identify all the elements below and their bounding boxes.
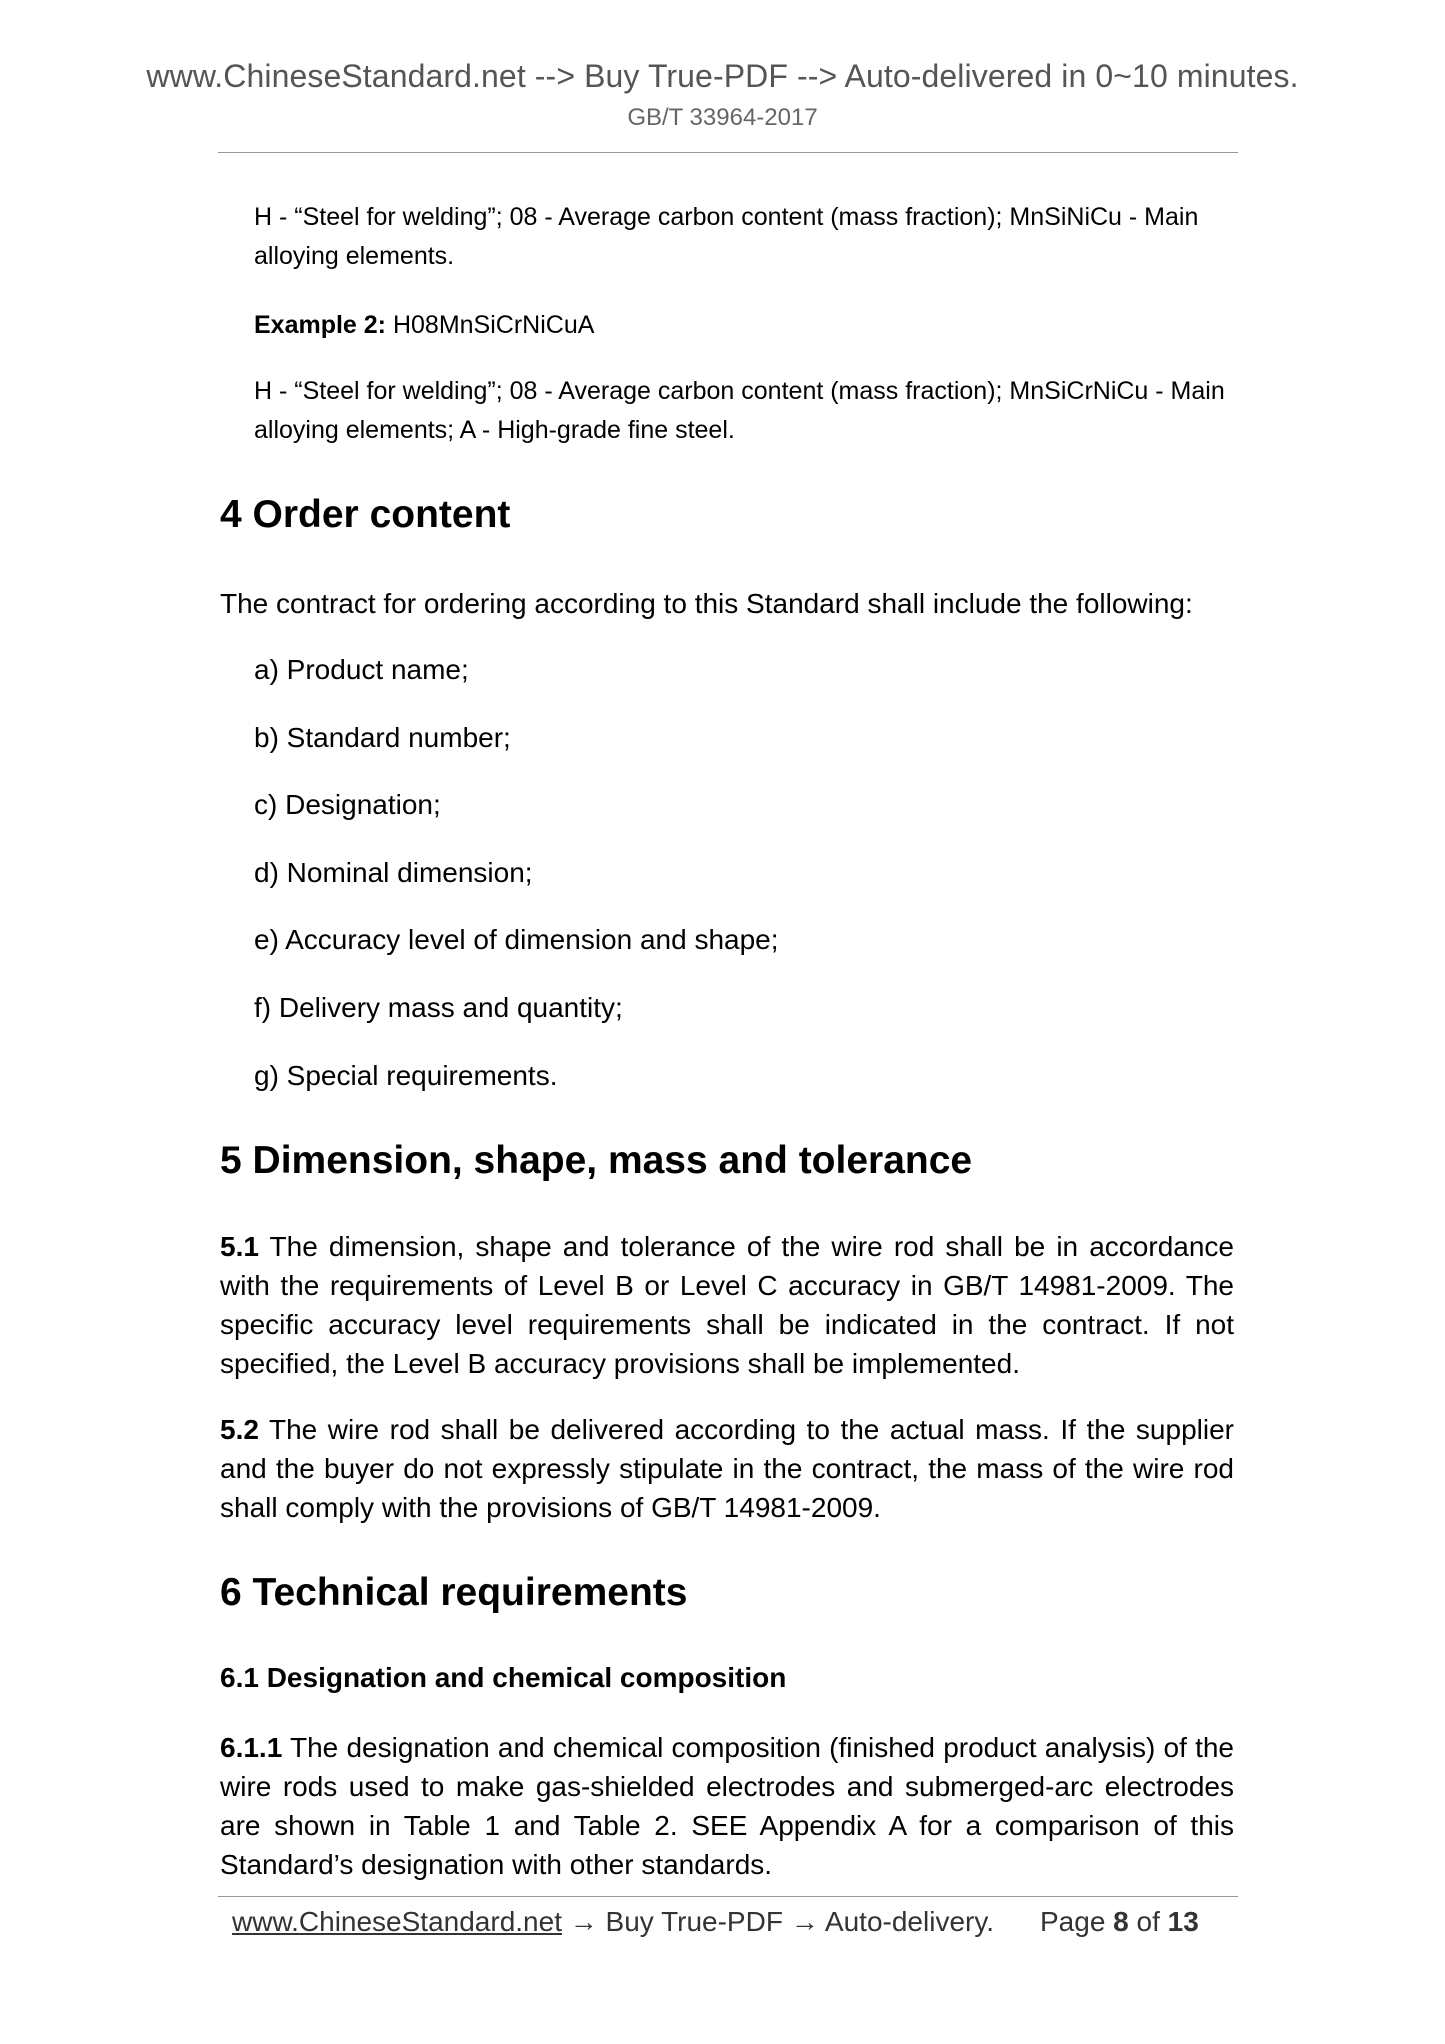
page-label: Page <box>1040 1906 1114 1937</box>
section6-1-heading: 6.1 Designation and chemical composition <box>220 1662 787 1693</box>
order-list-item: e) Accuracy level of dimension and shape; <box>254 924 779 955</box>
example2-label: Example 2: <box>254 311 387 339</box>
order-list-item: f) Delivery mass and quantity; <box>254 992 623 1023</box>
order-list-item: c) Designation; <box>254 789 441 820</box>
footer-left-text: → Buy True-PDF → Auto-delivery. <box>561 1906 995 1937</box>
section4-heading: 4 Order content <box>220 493 511 536</box>
header-divider <box>218 152 1238 153</box>
section6-1-1-paragraph <box>220 1728 1234 1884</box>
section6-heading: 6 Technical requirements <box>220 1571 688 1614</box>
footer-divider <box>218 1896 1238 1897</box>
clause-number: 5.2 <box>220 1414 259 1445</box>
page-number: 8 <box>1113 1906 1129 1937</box>
page-indicator <box>1040 1904 1199 1940</box>
example2-description <box>254 372 1234 450</box>
clause-text: The dimension, shape and tolerance of the wire rod shall be in accordance with the requirements of Level B or Level C accuracy in GB/T 14981-2009. The specific accuracy level requirements shall be indicated in the contract. If not specified, the Level B accuracy provisions shall be implemented. <box>220 1231 1234 1379</box>
order-list-item: d) Nominal dimension; <box>254 857 533 888</box>
document-code: GB/T 33964-2017 <box>627 104 818 131</box>
clause-number: 5.1 <box>220 1231 259 1262</box>
clause-text: The wire rod shall be delivered according to the actual mass. If the supplier and the buyer do not expressly stipulate in the contract, the mass of the wire rod shall comply with the provisions of GB/T 14981-2009. <box>220 1414 1234 1523</box>
header-banner: www.ChineseStandard.net --> Buy True-PDF --> Auto-delivered in 0~10 minutes. <box>146 58 1299 94</box>
example2-value: H08MnSiCrNiCuA <box>386 311 595 339</box>
clause-text: The designation and chemical composition (finished product analysis) of the wire rods used to make gas-shielded electrodes and submerged-arc electrodes are shown in Table 1 and Table 2. SEE Appendix A for a comparison of this Standard’s designation with other standards. <box>220 1732 1234 1880</box>
example2-description-line1: H - “Steel for welding”; 08 - Average carbon content (mass fraction); MnSiCrNiCu - Main <box>254 377 1225 405</box>
order-list-item: g) Special requirements. <box>254 1060 558 1091</box>
section5-paragraph1 <box>220 1227 1234 1383</box>
page-total: 13 <box>1167 1906 1199 1937</box>
order-list-item: b) Standard number; <box>254 722 511 753</box>
footer-left <box>232 1904 994 1940</box>
example1-description <box>254 198 1234 276</box>
clause-number: 6.1.1 <box>220 1732 283 1763</box>
example1-description-line2: alloying elements. <box>254 242 455 270</box>
order-list-item: a) Product name; <box>254 654 469 685</box>
section5-heading: 5 Dimension, shape, mass and tolerance <box>220 1139 973 1182</box>
section5-paragraph2 <box>220 1410 1234 1527</box>
example2-description-line2: alloying elements; A - High-grade fine steel. <box>254 416 735 444</box>
example1-description-line1: H - “Steel for welding”; 08 - Average carbon content (mass fraction); MnSiNiCu - Main <box>254 203 1199 231</box>
site-link[interactable]: www.ChineseStandard.net <box>232 1906 562 1937</box>
example2-line <box>254 306 1234 345</box>
section4-intro: The contract for ordering according to this Standard shall include the following: <box>220 588 1193 619</box>
of-label: of <box>1128 1906 1168 1937</box>
